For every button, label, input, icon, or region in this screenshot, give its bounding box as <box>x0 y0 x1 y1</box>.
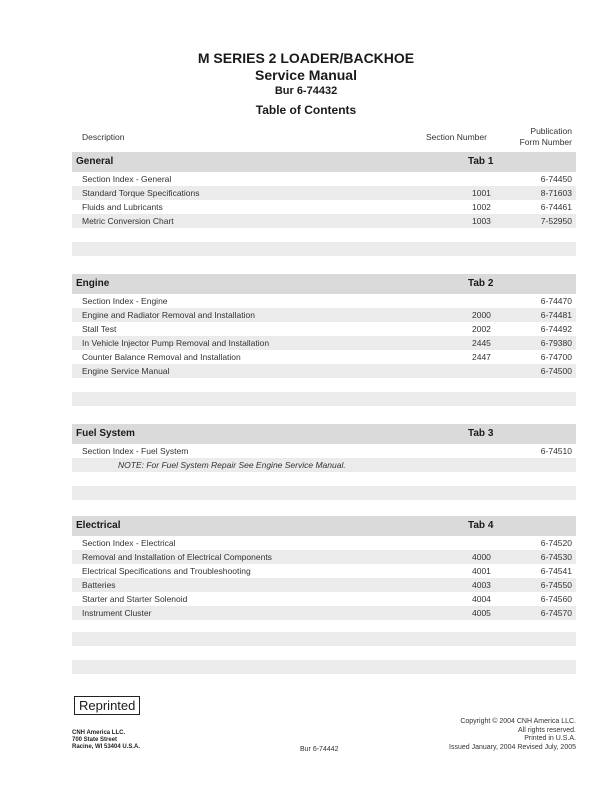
row-section: 2002 <box>472 324 491 334</box>
section-header <box>72 274 576 294</box>
toc-heading: Table of Contents <box>255 103 357 117</box>
section-name: Engine <box>76 278 110 289</box>
section-header <box>72 516 576 536</box>
row-publication: 6-74560 <box>540 594 572 604</box>
form-number: Bur 6-74442 <box>300 746 339 753</box>
row-publication: 6-74500 <box>540 366 572 376</box>
table-row <box>72 214 576 228</box>
title-block <box>0 50 612 118</box>
blank-row <box>72 392 576 406</box>
row-section: 4004 <box>472 594 491 604</box>
row-publication: 6-74492 <box>540 324 572 334</box>
row-section: 4001 <box>472 566 491 576</box>
row-section: 2447 <box>472 352 491 362</box>
section-name: General <box>76 156 114 167</box>
doc-number: Bur 6-74432 <box>274 85 338 97</box>
section-fuel-system <box>72 424 576 472</box>
row-description: Counter Balance Removal and Installation <box>82 352 241 362</box>
row-publication: 6-79380 <box>540 338 572 348</box>
row-description: Standard Torque Specifications <box>82 188 200 198</box>
row-publication: 6-74520 <box>540 538 572 548</box>
row-section: 2445 <box>472 338 491 348</box>
row-description: Batteries <box>82 580 116 590</box>
table-row <box>72 606 576 620</box>
section-tab: Tab 3 <box>468 428 494 439</box>
row-description: Section Index - Fuel System <box>82 446 189 456</box>
row-description: Section Index - Engine <box>82 296 168 306</box>
printed-line: Printed in U.S.A. <box>524 735 576 742</box>
table-row <box>72 294 576 308</box>
row-section: 1001 <box>472 188 491 198</box>
rights-line: All rights reserved. <box>518 726 576 734</box>
address-line: Racine, WI 53404 U.S.A. <box>72 744 141 750</box>
section-general <box>72 152 576 228</box>
reprinted-stamp: Reprinted <box>74 696 140 715</box>
row-publication: 6-74481 <box>540 310 572 320</box>
table-row <box>72 350 576 364</box>
row-description: Electrical Specifications and Troubleshooting <box>82 566 251 576</box>
row-description: Instrument Cluster <box>82 608 152 618</box>
row-section: 1002 <box>472 202 491 212</box>
row-description: Engine and Radiator Removal and Installation <box>82 310 255 320</box>
col-description: Description <box>82 132 125 142</box>
section-engine <box>72 274 576 378</box>
row-section: 2000 <box>472 310 491 320</box>
section-tab: Tab 4 <box>468 520 494 531</box>
note-row <box>72 458 576 472</box>
section-header <box>72 152 576 172</box>
row-description: Engine Service Manual <box>82 366 170 376</box>
row-description: Metric Conversion Chart <box>82 216 174 226</box>
blank-row <box>72 632 576 646</box>
row-section: 4003 <box>472 580 491 590</box>
section-header <box>72 424 576 444</box>
col-section-number: Section Number <box>426 132 487 142</box>
section-name: Fuel System <box>76 428 135 439</box>
row-publication: 7-52950 <box>540 216 572 226</box>
table-row <box>72 444 576 458</box>
row-description: Section Index - General <box>82 174 172 184</box>
fuel-system-note: NOTE: For Fuel System Repair See Engine Service Manual. <box>118 460 346 470</box>
row-publication: 6-74700 <box>540 352 572 362</box>
address-line: CNH America LLC. <box>72 730 126 736</box>
row-publication: 6-74470 <box>540 296 572 306</box>
copyright-block <box>449 718 576 752</box>
table-row <box>72 564 576 578</box>
table-row <box>72 364 576 378</box>
row-publication: 6-74530 <box>540 552 572 562</box>
blank-row <box>72 242 576 256</box>
col-publication-line1: Publication <box>530 126 572 136</box>
table-row <box>72 578 576 592</box>
copyright-line: Copyright © 2004 CNH America LLC. <box>460 718 576 725</box>
row-publication: 6-74570 <box>540 608 572 618</box>
row-section: 1003 <box>472 216 491 226</box>
publisher-address <box>72 730 140 751</box>
row-publication: 6-74461 <box>540 202 572 212</box>
table-row <box>72 536 576 550</box>
row-description: Fluids and Lubricants <box>82 202 163 212</box>
row-publication: 8-71603 <box>540 188 572 198</box>
table-row <box>72 200 576 214</box>
blank-row <box>72 660 576 674</box>
section-tab: Tab 2 <box>468 278 494 289</box>
section-name: Electrical <box>76 520 121 531</box>
table-row <box>72 336 576 350</box>
table-row <box>72 186 576 200</box>
col-publication <box>520 126 572 148</box>
table-row <box>72 172 576 186</box>
doc-subtitle: Service Manual <box>255 67 357 83</box>
blank-row <box>72 486 576 500</box>
column-header <box>72 124 576 150</box>
section-tab: Tab 1 <box>468 156 494 167</box>
row-description: Section Index - Electrical <box>82 538 176 548</box>
issued-line: Issued January, 2004 Revised July, 2005 <box>449 743 576 751</box>
row-description: In Vehicle Injector Pump Removal and Installation <box>82 338 270 348</box>
row-publication: 6-74550 <box>540 580 572 590</box>
row-section: 4000 <box>472 552 491 562</box>
row-publication: 6-74510 <box>540 446 572 456</box>
table-row <box>72 322 576 336</box>
row-description: Stall Test <box>82 324 117 334</box>
col-publication-line2: Form Number <box>519 137 572 147</box>
section-electrical <box>72 516 576 620</box>
address-line: 700 State Street <box>72 737 118 743</box>
table-row <box>72 592 576 606</box>
table-row <box>72 550 576 564</box>
doc-title: M SERIES 2 LOADER/BACKHOE <box>197 50 415 66</box>
row-publication: 6-74541 <box>540 566 572 576</box>
row-section: 4005 <box>472 608 491 618</box>
row-description: Starter and Starter Solenoid <box>82 594 188 604</box>
row-publication: 6-74450 <box>540 174 572 184</box>
table-row <box>72 308 576 322</box>
row-description: Removal and Installation of Electrical Components <box>82 552 272 562</box>
